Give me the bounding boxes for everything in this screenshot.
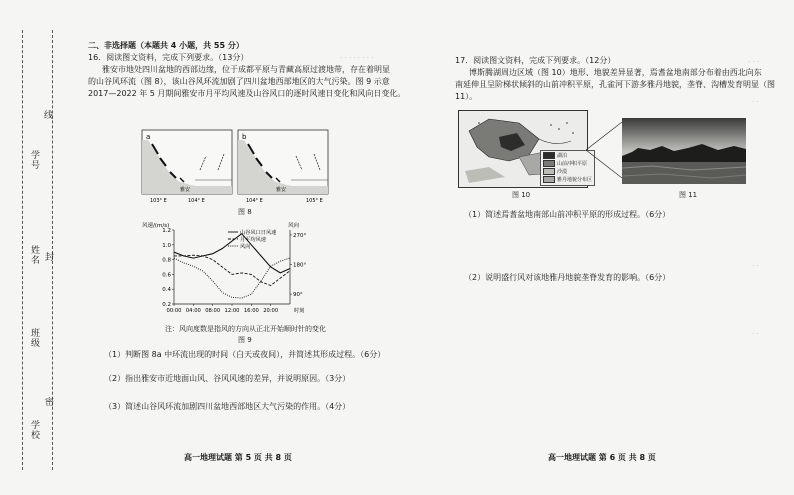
q16-sub-3: （3）简述山谷风环流加剧四川盆地西部地区大气污染的作用。（4分）	[104, 402, 351, 411]
x-tick-label: 20:00	[263, 308, 279, 314]
figure-9-note: 注：风向度数是指风的方向从正北开始顺时针的变化	[165, 325, 326, 333]
x-tick-label: 12:00	[224, 308, 240, 314]
side-label-student-no: 学号	[29, 150, 39, 170]
legend-label: 月平均风速	[240, 237, 266, 243]
side-label-school: 学校	[29, 420, 39, 440]
figure-9-chart	[140, 218, 330, 326]
q17-sub-1: （1）简述焉耆盆地南部山前冲积平原的形成过程。（6分）	[464, 210, 671, 219]
side-cut-mark: 密	[45, 398, 55, 408]
figure-11-photo	[622, 118, 746, 184]
q16-text-line: 雅安市地处四川盆地的西部边缘，位于成都平原与青藏高原过渡地带，存在着明显	[102, 65, 390, 74]
y-tick-label: 0.2	[162, 302, 171, 308]
figure-8-caption: 图 8	[238, 208, 252, 216]
page-5-footer: 高一地理试题 第 5 页 共 8 页	[184, 453, 292, 462]
side-label-class: 班级	[29, 328, 39, 348]
figure-8	[140, 128, 340, 218]
y-tick-label: 1.2	[162, 228, 171, 234]
bleed-through: · ·	[752, 262, 759, 270]
y2-axis-label: 风向	[288, 223, 300, 229]
y2-tick-label: 180°	[293, 262, 307, 269]
longitude-label: 104° E	[246, 198, 263, 204]
side-cut-mark: 封	[45, 253, 55, 263]
x-tick-label: 00:00	[166, 308, 182, 314]
bleed-through: · · · · · · · ·	[340, 54, 374, 62]
legend-item: 雅丹地貌分布区	[543, 176, 592, 184]
legend-item: 沙漠	[543, 168, 592, 176]
figure-10-caption: 图 10	[512, 191, 531, 199]
q16-text-line: 的山谷风环流（图 8），该山谷风环流加剧了四川盆地西部地区的大气污染。图 9 示意	[88, 77, 390, 86]
x-tick-label: 16:00	[243, 308, 259, 314]
q17-text-line: 博斯腾湖周边区域（图 10）地形、地貌差异显著，焉耆盆地南部分布着由西北向东	[469, 68, 762, 77]
series-line-2	[174, 258, 290, 298]
figure-11-caption: 图 11	[679, 191, 698, 199]
legend-label: 风向	[240, 244, 251, 250]
longitude-label: 104° E	[188, 198, 205, 204]
bleed-through: · · ·	[748, 58, 760, 66]
y2-tick-label: 270°	[293, 232, 307, 239]
city-label: 雅安	[276, 187, 287, 193]
city-label: 雅安	[180, 187, 191, 193]
binding-margin	[0, 0, 70, 495]
q16-sub-1: （1）判断图 8a 中环流出现的时间（白天或夜间），并简述其形成过程。（6分）	[104, 350, 386, 359]
q17-text-line: 南延伸且呈阶梯状倾斜的山前冲积平原，孔雀河下游多雅丹地貌，垄脊、沟槽发育明显（图	[455, 80, 775, 89]
fill-line	[22, 30, 23, 470]
side-cut-mark: 线	[44, 111, 54, 121]
y-tick-label: 0.8	[162, 257, 171, 264]
q17-text-line: 11）。	[455, 92, 478, 101]
figure-8a-label: a	[146, 133, 151, 141]
side-label-name: 姓名	[29, 245, 39, 265]
y-tick-label: 1.0	[162, 242, 171, 249]
longitude-label: 103° E	[150, 198, 167, 204]
series-line-0	[174, 234, 290, 273]
section-title: 二、非选择题（本题共 4 小题，共 55 分）	[88, 41, 244, 50]
figure-8b-panel	[238, 130, 328, 194]
figure-8b-label: b	[242, 133, 247, 141]
longitude-label: 105° E	[306, 198, 323, 204]
legend-item: 山前冲积平原	[543, 160, 592, 168]
q17-heading: 17．阅读图文资料，完成下列要求。（12分）	[455, 56, 616, 65]
legend-item: 湖泊	[543, 152, 592, 160]
q16-text-line: 2017—2022 年 5 月期间雅安市月平均风速及山谷风口的逐时风速日变化和风向日变化。	[88, 89, 406, 98]
x-tick-label: 08:00	[205, 308, 221, 314]
series-line-1	[174, 255, 290, 285]
legend-label: 山谷风口日风速	[240, 230, 277, 236]
q17-sub-2: （2）说明盛行风对该地雅丹地貌垄脊发育的影响。（6分）	[464, 273, 671, 282]
bleed-through: · ·	[752, 330, 759, 338]
bleed-through: · ·	[752, 98, 759, 106]
figure-8a-panel	[142, 130, 232, 194]
page-5	[88, 40, 406, 100]
x-axis-label: 时刻	[294, 308, 305, 314]
y-tick-label: 0.4	[162, 287, 171, 294]
q16-heading: 16．阅读图文资料，完成下列要求。（13分）	[88, 53, 249, 62]
q16-sub-2: （2）指出雅安市近地面山风、谷风风速的差异，并说明原因。（3分）	[104, 374, 351, 383]
figure-9-caption: 图 9	[238, 336, 252, 344]
y2-tick-label: 90°	[293, 292, 303, 299]
x-tick-label: 04:00	[185, 308, 201, 314]
page-6-footer: 高一地理试题 第 6 页 共 8 页	[548, 453, 656, 462]
connector-lines	[586, 120, 626, 180]
y-axis-label: 风速/(m/s)	[142, 223, 170, 229]
page-6	[455, 55, 775, 103]
y-tick-label: 0.6	[162, 272, 171, 279]
